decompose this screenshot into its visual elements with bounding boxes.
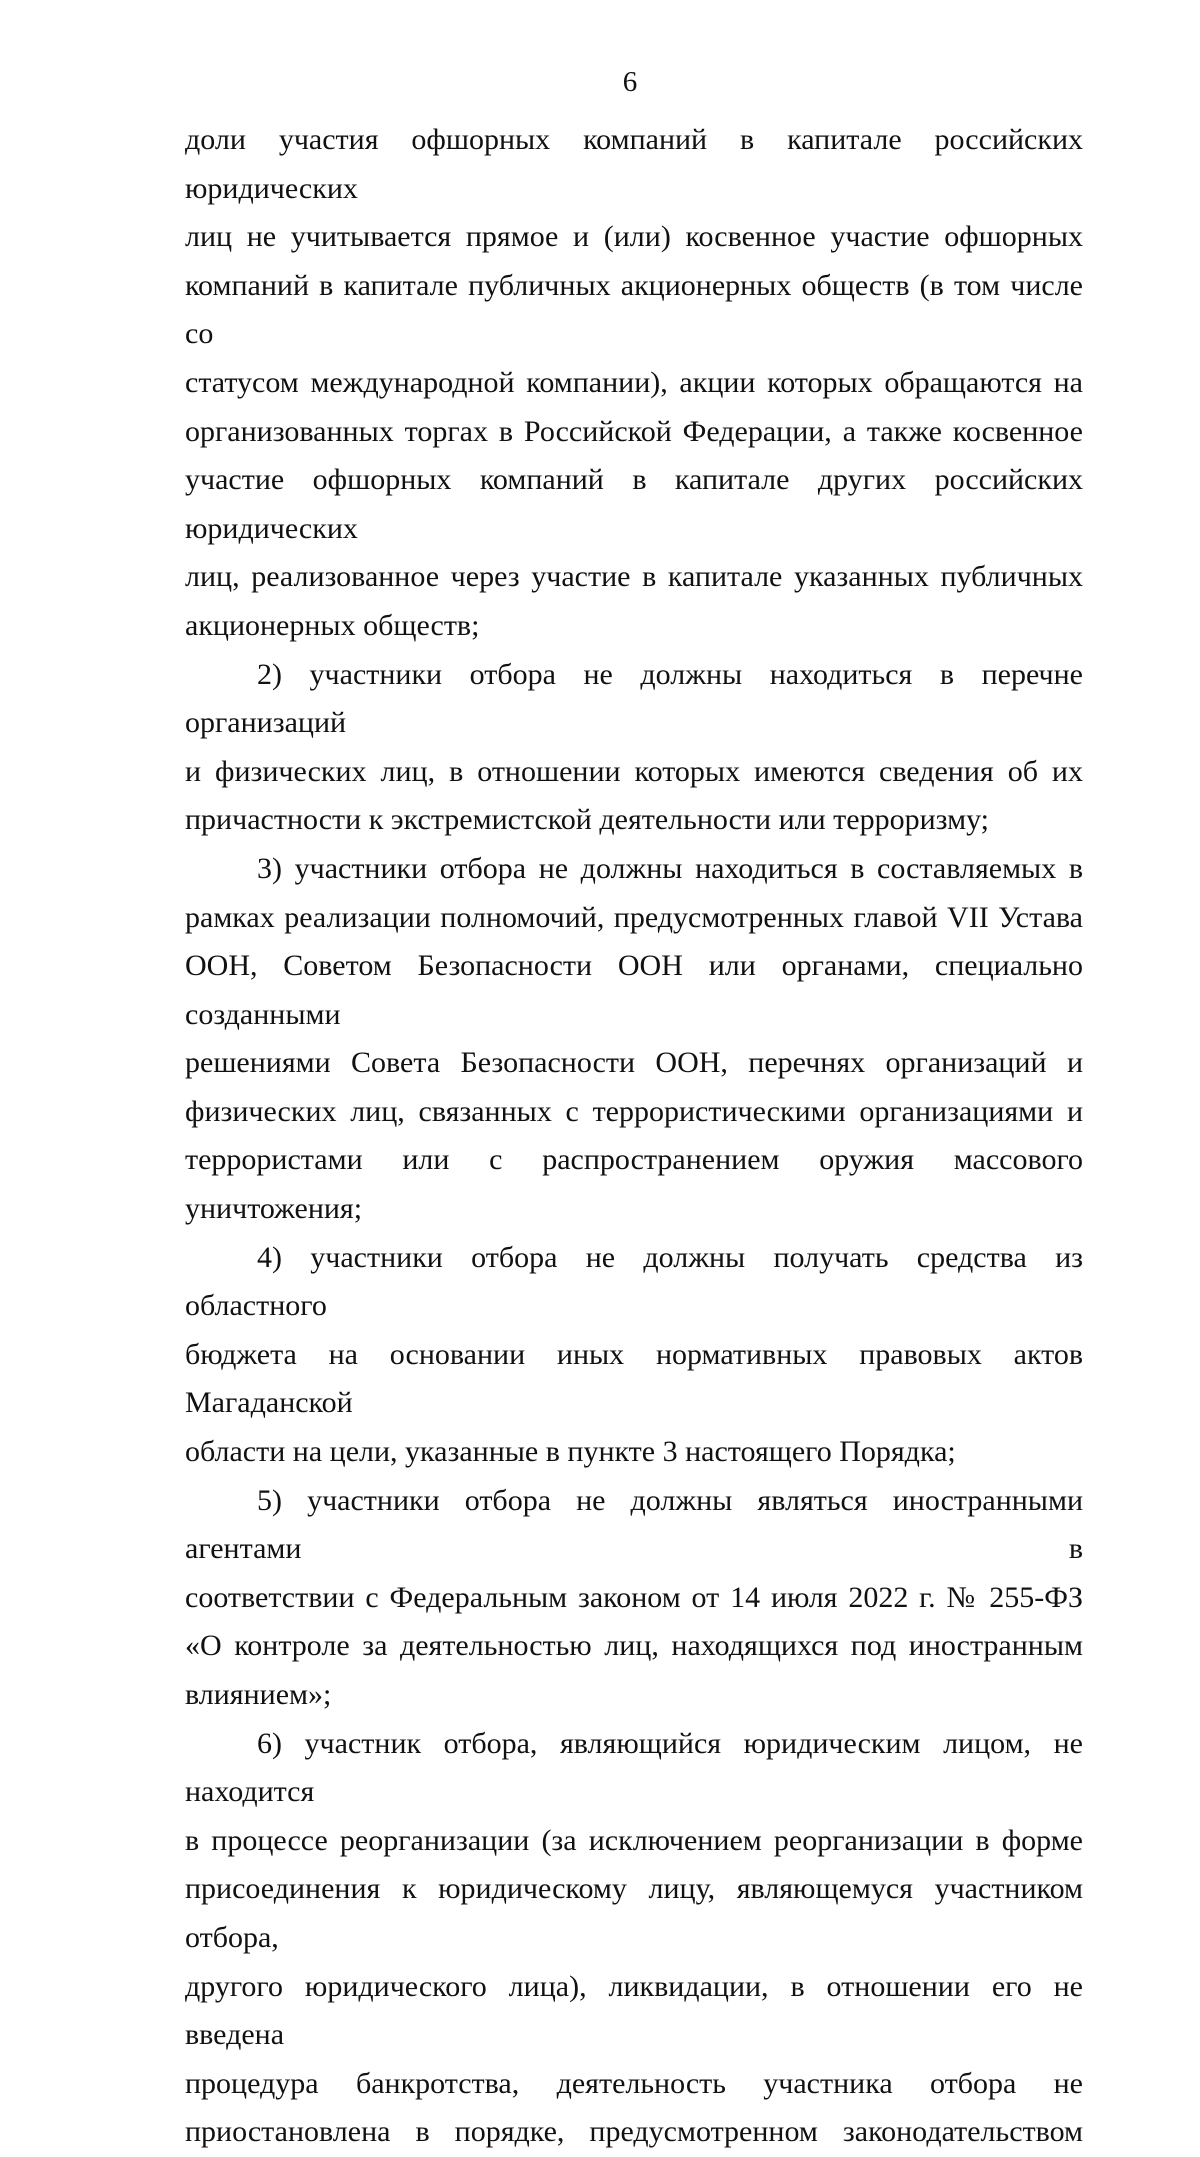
text-line: лиц, реализованное через участие в капитале указанных публичных	[185, 560, 1083, 594]
text-line: области на цели, указанные в пункте 3 настоящего Порядка;	[185, 1435, 956, 1469]
text-line: доли участия офшорных компаний в капитале российских юридических	[185, 123, 1083, 205]
text-line: бюджета на основании иных нормативных правовых актов Магаданской	[185, 1337, 1083, 1420]
text-line: другого юридического лица), ликвидации, в отношении его не введена	[185, 1969, 1083, 2052]
text-line: физических лиц, связанных с террористическими организациями и	[185, 1094, 1083, 1128]
text-line: причастности к экстремистской деятельности или терроризму;	[185, 803, 990, 837]
text-line: ООН, Советом Безопасности ООН или органами, специально созданными	[185, 949, 1083, 1031]
paragraph-item-3	[185, 845, 1083, 1234]
text-line: рамках реализации полномочий, предусмотренных главой VII Устава	[185, 900, 1083, 934]
text-line: организованных торгах в Российской Федерации, а также косвенное	[185, 414, 1083, 448]
text-line: присоединения к юридическому лицу, являющемуся участником отбора,	[185, 1872, 1083, 1954]
text-line: 3) участники отбора не должны находиться в составляемых в	[257, 851, 1083, 885]
text-line: 4) участники отбора не должны получать средства из областного	[185, 1240, 1083, 1323]
text-line: компаний в капитале публичных акционерных обществ (в том числе со	[185, 268, 1083, 351]
text-line: решениями Совета Безопасности ООН, перечнях организаций и	[185, 1046, 1083, 1080]
paragraph-item-6	[185, 1720, 1083, 2157]
text-line: статусом международной компании), акции которых обращаются на	[185, 365, 1083, 399]
text-line: акционерных обществ;	[185, 608, 480, 642]
paragraph-item-5	[185, 1477, 1083, 1720]
text-line: в процессе реорганизации (за исключением реорганизации в форме	[185, 1823, 1083, 1857]
document-body	[185, 116, 1083, 2157]
text-line: 5) участники отбора не должны являться иностранными агентами в	[185, 1483, 1083, 1566]
text-line: приостановлена в порядке, предусмотренном законодательством	[185, 2115, 1083, 2149]
text-line: 6) участник отбора, являющийся юридическим лицом, не находится	[185, 1726, 1083, 1809]
paragraph-item-4	[185, 1234, 1083, 1477]
text-line: соответствии с Федеральным законом от 14 июля 2022 г. № 255-ФЗ	[185, 1580, 1083, 1614]
paragraph-item-2	[185, 651, 1083, 845]
text-line: и физических лиц, в отношении которых имеются сведения об их	[185, 754, 1083, 788]
text-line: «О контроле за деятельностью лиц, находящихся под иностранным	[185, 1629, 1083, 1663]
page-number: 6	[622, 66, 638, 98]
text-line: процедура банкротства, деятельность участника отбора не	[185, 2066, 1083, 2100]
text-line: участие офшорных компаний в капитале других российских юридических	[185, 463, 1083, 545]
text-line: 2) участники отбора не должны находиться в перечне организаций	[185, 657, 1083, 740]
text-line: лиц не учитывается прямое и (или) косвенное участие офшорных	[185, 220, 1083, 254]
text-line: террористами или с распространением оружия массового уничтожения;	[185, 1143, 1083, 1226]
text-line: влиянием»;	[185, 1678, 332, 1711]
paragraph-offshore-participation	[185, 116, 1083, 651]
